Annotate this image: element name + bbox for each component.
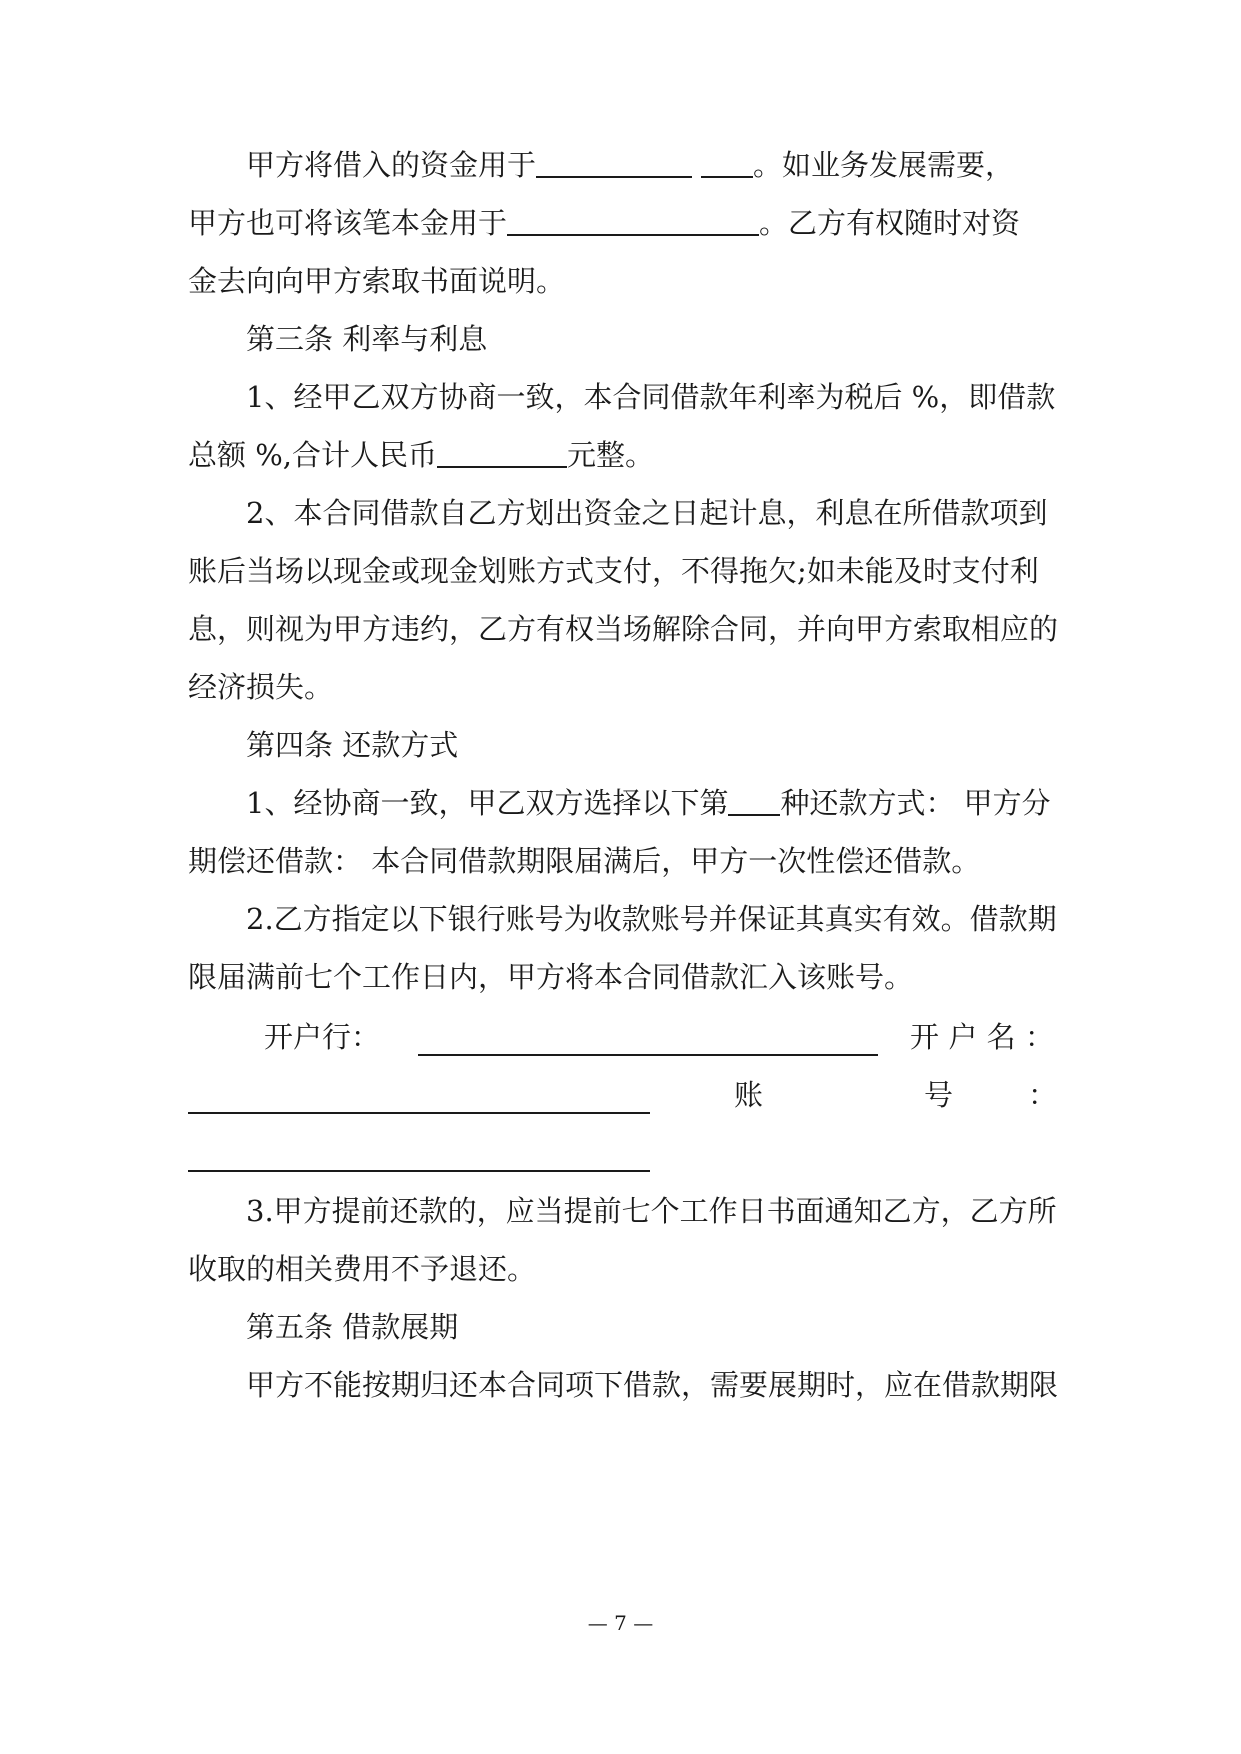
blank-line [728, 780, 780, 816]
article-4-item-3-line-1: 3.甲方提前还款的，应当提前七个工作日书面通知乙方，乙方所 [246, 1194, 1057, 1228]
label-account-number-char: 号 [924, 1078, 954, 1112]
label-account-number-char: 账 [734, 1078, 764, 1112]
article-4-item-1-line-2: 期偿还借款： 本合同借款期限届满后，甲方一次性偿还借款。 [188, 844, 981, 878]
article-4-item-3-line-2: 收取的相关费用不予退还。 [188, 1252, 537, 1286]
paragraph-fund-use-line-3: 金去向向甲方索取书面说明。 [188, 264, 566, 298]
char: 户 [948, 1020, 978, 1054]
article-4-heading: 第四条 还款方式 [246, 728, 459, 762]
char: 开 [264, 1020, 294, 1054]
bank-account-line-2 [188, 1070, 1058, 1120]
text: 。如业务发展需要， [753, 148, 1015, 182]
char: ： [1024, 1020, 1054, 1054]
paragraph-fund-use-line-2 [188, 198, 1058, 248]
article-3-item-1-line-2 [188, 430, 1058, 480]
char: 开 [910, 1020, 940, 1054]
text: 总额 %,合计人民币 [188, 438, 437, 472]
text: 1、经协商一致，甲乙双方选择以下第 [246, 786, 729, 820]
article-3-item-1-line-1: 1、经甲乙双方协商一致，本合同借款年利率为税后 %，即借款 [246, 380, 1056, 414]
article-3-item-2-line-4: 经济损失。 [188, 670, 334, 704]
text: 种还款方式： 甲方分 [780, 786, 1051, 820]
text: 。乙方有权随时对资 [759, 206, 1021, 240]
text: 元整。 [567, 438, 655, 472]
article-4-item-2-line-1: 2.乙方指定以下银行账号为收款账号并保证其真实有效。借款期 [246, 902, 1057, 936]
page-number: — 7 — [587, 1611, 654, 1635]
blank-line [437, 432, 567, 468]
paragraph-fund-use-line-1 [246, 140, 1058, 190]
blank-line [701, 142, 753, 178]
bank-account-line-1 [188, 1012, 1058, 1062]
char: 户 [293, 1020, 323, 1054]
char: ： [351, 1020, 381, 1054]
article-4-item-2-line-2: 限届满前七个工作日内，甲方将本合同借款汇入该账号。 [188, 960, 914, 994]
blank-account-name [188, 1078, 650, 1114]
article-3-item-2-line-3: 息，则视为甲方违约，乙方有权当场解除合同，并向甲方索取相应的 [188, 612, 1058, 646]
blank-line [536, 142, 692, 178]
text: 甲方将借入的资金用于 [246, 148, 537, 182]
blank-account-number [188, 1136, 650, 1172]
label-bank-branch [264, 1012, 381, 1062]
bank-account-line-3 [188, 1128, 1058, 1178]
char: 名 [986, 1020, 1016, 1054]
article-5-paragraph-line-1: 甲方不能按期归还本合同项下借款，需要展期时，应在借款期限 [246, 1368, 1058, 1402]
article-3-item-2-line-1: 2、本合同借款自乙方划出资金之日起计息，利息在所借款项到 [246, 496, 1048, 530]
article-3-item-2-line-2: 账后当场以现金或现金划账方式支付，不得拖欠;如未能及时支付利 [188, 554, 1039, 588]
label-account-number-char: ： [1028, 1078, 1058, 1112]
blank-bank-branch [418, 1020, 878, 1056]
blank-line [507, 200, 759, 236]
article-4-item-1-line-1 [246, 778, 1058, 828]
article-3-heading: 第三条 利率与利息 [246, 322, 488, 356]
article-5-heading: 第五条 借款展期 [246, 1310, 459, 1344]
label-account-name [910, 1012, 1054, 1062]
char: 行 [322, 1020, 352, 1054]
text: 甲方也可将该笔本金用于 [188, 206, 508, 240]
